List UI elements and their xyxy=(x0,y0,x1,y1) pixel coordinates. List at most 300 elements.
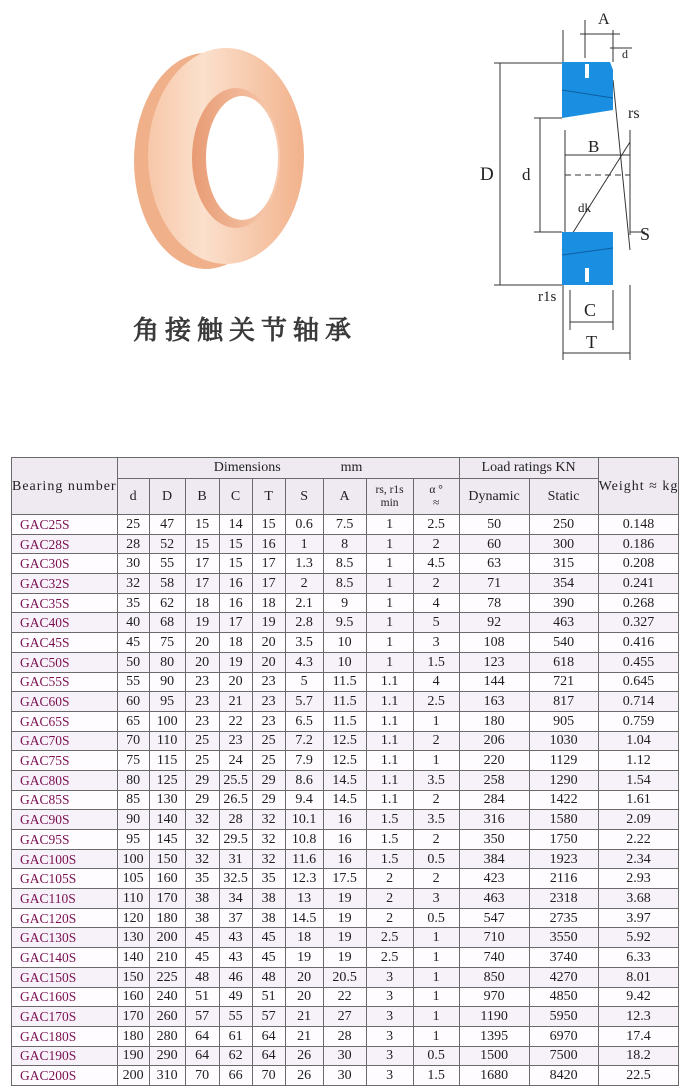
table-row xyxy=(12,889,679,909)
table-cell: 8.5 xyxy=(323,554,366,574)
table-cell: 8 xyxy=(323,534,366,554)
diagram-label-d-small: d xyxy=(622,47,628,61)
table-cell: 22 xyxy=(323,987,366,1007)
table-cell: 150 xyxy=(149,849,185,869)
table-cell: 47 xyxy=(149,515,185,535)
table-cell: 3550 xyxy=(529,928,598,948)
header-col-r-min: min xyxy=(380,496,399,509)
table-cell: 180 xyxy=(149,908,185,928)
table-cell: 78 xyxy=(459,593,529,613)
diagram-label-s: S xyxy=(640,224,651,244)
table-cell: 463 xyxy=(459,889,529,909)
table-cell: 10 xyxy=(323,652,366,672)
table-cell: 1422 xyxy=(529,790,598,810)
table-cell: 145 xyxy=(149,830,185,850)
table-cell: 3 xyxy=(366,1066,413,1086)
table-cell: 90 xyxy=(149,672,185,692)
table-row xyxy=(12,1026,679,1046)
table-cell: 57 xyxy=(252,1007,285,1027)
table-cell: 260 xyxy=(149,1007,185,1027)
table-body xyxy=(12,515,679,1086)
table-cell: 45 xyxy=(117,633,149,653)
table-cell: 20 xyxy=(285,967,323,987)
table-cell: 50 xyxy=(459,515,529,535)
header-col-r-label: rs, r1s xyxy=(375,483,404,496)
table-cell: 25 xyxy=(185,751,219,771)
header-col-t: T xyxy=(252,479,285,515)
table-cell: 710 xyxy=(459,928,529,948)
table-cell: 71 xyxy=(459,574,529,594)
table-cell: 315 xyxy=(529,554,598,574)
table-cell: 18 xyxy=(252,593,285,613)
table-cell: 0.5 xyxy=(413,908,459,928)
table-cell: 55 xyxy=(149,554,185,574)
table-cell: 6.33 xyxy=(598,948,679,968)
table-cell: 1.1 xyxy=(366,770,413,790)
table-cell: 70 xyxy=(117,731,149,751)
table-cell: 3 xyxy=(366,1026,413,1046)
table-cell: 1 xyxy=(366,534,413,554)
table-cell: 11.5 xyxy=(323,711,366,731)
table-cell: 43 xyxy=(219,948,252,968)
table-cell: 35 xyxy=(117,593,149,613)
table-cell: 46 xyxy=(219,967,252,987)
table-cell: 52 xyxy=(149,534,185,554)
table-cell: 35 xyxy=(252,869,285,889)
table-cell: 1.5 xyxy=(413,1066,459,1086)
table-cell: 2 xyxy=(366,889,413,909)
diagram-label-c: C xyxy=(584,300,597,320)
table-cell: 2.8 xyxy=(285,613,323,633)
table-cell: 6.5 xyxy=(285,711,323,731)
table-cell: 144 xyxy=(459,672,529,692)
table-cell: 26 xyxy=(285,1046,323,1066)
table-cell: 390 xyxy=(529,593,598,613)
table-cell: 16 xyxy=(323,849,366,869)
bearing-number-cell: GAC60S xyxy=(12,692,118,712)
table-row xyxy=(12,967,679,987)
table-cell: 38 xyxy=(185,908,219,928)
header-weight: Weight ≈ kg xyxy=(598,458,679,515)
header-col-big-d: D xyxy=(149,479,185,515)
table-cell: 160 xyxy=(149,869,185,889)
table-row xyxy=(12,731,679,751)
header-col-b: B xyxy=(185,479,219,515)
table-cell: 20 xyxy=(285,987,323,1007)
table-cell: 1 xyxy=(413,1026,459,1046)
table-cell: 8420 xyxy=(529,1066,598,1086)
table-cell: 80 xyxy=(149,652,185,672)
bearing-number-cell: GAC140S xyxy=(12,948,118,968)
table-cell: 0.416 xyxy=(598,633,679,653)
table-cell: 284 xyxy=(459,790,529,810)
table-cell: 14.5 xyxy=(323,790,366,810)
table-cell: 1.5 xyxy=(366,849,413,869)
table-cell: 7.5 xyxy=(323,515,366,535)
table-cell: 55 xyxy=(219,1007,252,1027)
table-cell: 2.5 xyxy=(413,692,459,712)
table-cell: 15 xyxy=(185,515,219,535)
table-cell: 22 xyxy=(219,711,252,731)
table-cell: 70 xyxy=(185,1066,219,1086)
table-cell: 180 xyxy=(459,711,529,731)
table-cell: 5.92 xyxy=(598,928,679,948)
diagram-label-r1s: r1s xyxy=(538,289,557,305)
table-cell: 19 xyxy=(252,613,285,633)
table-cell: 5.7 xyxy=(285,692,323,712)
table-cell: 49 xyxy=(219,987,252,1007)
table-cell: 15 xyxy=(219,534,252,554)
bearing-number-cell: GAC50S xyxy=(12,652,118,672)
table-cell: 12.3 xyxy=(285,869,323,889)
table-cell: 51 xyxy=(185,987,219,1007)
table-cell: 20 xyxy=(252,633,285,653)
table-cell: 100 xyxy=(117,849,149,869)
table-cell: 23 xyxy=(185,692,219,712)
table-cell: 8.01 xyxy=(598,967,679,987)
table-cell: 2.34 xyxy=(598,849,679,869)
table-cell: 1395 xyxy=(459,1026,529,1046)
table-cell: 11.6 xyxy=(285,849,323,869)
table-cell: 28 xyxy=(323,1026,366,1046)
diagram-label-a: A xyxy=(598,11,610,28)
table-cell: 280 xyxy=(149,1026,185,1046)
table-cell: 1 xyxy=(366,633,413,653)
table-cell: 3 xyxy=(413,633,459,653)
table-cell: 7500 xyxy=(529,1046,598,1066)
table-cell: 27 xyxy=(323,1007,366,1027)
table-cell: 1 xyxy=(366,652,413,672)
table-cell: 200 xyxy=(117,1066,149,1086)
bearing-number-cell: GAC110S xyxy=(12,889,118,909)
table-cell: 25 xyxy=(117,515,149,535)
table-cell: 45 xyxy=(185,948,219,968)
table-cell: 35 xyxy=(185,869,219,889)
table-cell: 38 xyxy=(252,908,285,928)
table-cell: 1.1 xyxy=(366,731,413,751)
table-cell: 19 xyxy=(323,948,366,968)
table-cell: 2.93 xyxy=(598,869,679,889)
table-cell: 0.645 xyxy=(598,672,679,692)
table-cell: 20 xyxy=(185,633,219,653)
table-cell: 0.268 xyxy=(598,593,679,613)
bearing-number-cell: GAC65S xyxy=(12,711,118,731)
table-cell: 190 xyxy=(117,1046,149,1066)
table-cell: 64 xyxy=(185,1026,219,1046)
table-cell: 1.1 xyxy=(366,751,413,771)
table-cell: 0.5 xyxy=(413,849,459,869)
table-cell: 9.5 xyxy=(323,613,366,633)
table-cell: 2318 xyxy=(529,889,598,909)
table-cell: 18 xyxy=(185,593,219,613)
table-cell: 25 xyxy=(252,751,285,771)
table-cell: 20 xyxy=(185,652,219,672)
table-cell: 115 xyxy=(149,751,185,771)
table-cell: 9.4 xyxy=(285,790,323,810)
table-cell: 1500 xyxy=(459,1046,529,1066)
table-cell: 95 xyxy=(117,830,149,850)
table-cell: 17 xyxy=(185,574,219,594)
table-cell: 0.759 xyxy=(598,711,679,731)
table-cell: 10.8 xyxy=(285,830,323,850)
table-cell: 34 xyxy=(219,889,252,909)
table-cell: 1 xyxy=(413,751,459,771)
table-cell: 19 xyxy=(323,889,366,909)
table-cell: 0.148 xyxy=(598,515,679,535)
table-cell: 50 xyxy=(117,652,149,672)
table-cell: 3.5 xyxy=(285,633,323,653)
table-cell: 2 xyxy=(413,869,459,889)
table-cell: 2.09 xyxy=(598,810,679,830)
table-cell: 1.1 xyxy=(366,711,413,731)
table-cell: 62 xyxy=(219,1046,252,1066)
table-cell: 17 xyxy=(219,613,252,633)
table-cell: 350 xyxy=(459,830,529,850)
table-cell: 23 xyxy=(252,692,285,712)
table-cell: 55 xyxy=(117,672,149,692)
table-row xyxy=(12,928,679,948)
bearing-specification-table xyxy=(11,457,679,1086)
table-cell: 14.5 xyxy=(323,770,366,790)
table-cell: 95 xyxy=(149,692,185,712)
table-cell: 220 xyxy=(459,751,529,771)
header-load-ratings: Load ratings KN xyxy=(459,458,598,479)
header-col-dynamic: Dynamic xyxy=(459,479,529,515)
table-cell: 250 xyxy=(529,515,598,535)
table-cell: 3 xyxy=(366,1007,413,1027)
header-col-alpha-label: α ° xyxy=(429,483,443,496)
table-row xyxy=(12,593,679,613)
table-cell: 29 xyxy=(252,770,285,790)
table-cell: 240 xyxy=(149,987,185,1007)
table-cell: 1 xyxy=(413,948,459,968)
table-cell: 17.4 xyxy=(598,1026,679,1046)
table-cell: 150 xyxy=(117,967,149,987)
table-cell: 21 xyxy=(285,1007,323,1027)
table-cell: 1.54 xyxy=(598,770,679,790)
table-cell: 15 xyxy=(219,554,252,574)
table-cell: 316 xyxy=(459,810,529,830)
table-cell: 3 xyxy=(366,967,413,987)
table-cell: 384 xyxy=(459,849,529,869)
table-cell: 30 xyxy=(323,1046,366,1066)
table-cell: 1.04 xyxy=(598,731,679,751)
table-cell: 310 xyxy=(149,1066,185,1086)
table-cell: 17.5 xyxy=(323,869,366,889)
table-row xyxy=(12,849,679,869)
bearing-number-cell: GAC30S xyxy=(12,554,118,574)
bearing-number-cell: GAC35S xyxy=(12,593,118,613)
table-cell: 29 xyxy=(185,790,219,810)
table-cell: 19 xyxy=(323,928,366,948)
table-cell: 19 xyxy=(285,948,323,968)
table-cell: 3 xyxy=(366,987,413,1007)
table-cell: 32 xyxy=(185,810,219,830)
bearing-number-cell: GAC80S xyxy=(12,770,118,790)
table-cell: 120 xyxy=(117,908,149,928)
table-cell: 85 xyxy=(117,790,149,810)
table-cell: 1 xyxy=(413,1007,459,1027)
table-cell: 16 xyxy=(323,830,366,850)
table-row xyxy=(12,790,679,810)
table-cell: 4 xyxy=(413,672,459,692)
table-cell: 3.5 xyxy=(413,770,459,790)
table-row xyxy=(12,1066,679,1086)
table-cell: 18 xyxy=(285,928,323,948)
table-cell: 1 xyxy=(413,928,459,948)
table-row xyxy=(12,770,679,790)
bearing-number-cell: GAC95S xyxy=(12,830,118,850)
table-cell: 37 xyxy=(219,908,252,928)
table-cell: 1 xyxy=(413,711,459,731)
table-cell: 28 xyxy=(219,810,252,830)
table-cell: 2 xyxy=(285,574,323,594)
header-col-d: d xyxy=(117,479,149,515)
table-cell: 200 xyxy=(149,928,185,948)
table-cell: 1.1 xyxy=(366,692,413,712)
bearing-number-cell: GAC45S xyxy=(12,633,118,653)
bearing-number-cell: GAC160S xyxy=(12,987,118,1007)
table-cell: 18.2 xyxy=(598,1046,679,1066)
table-cell: 64 xyxy=(252,1046,285,1066)
table-cell: 110 xyxy=(117,889,149,909)
table-cell: 0.714 xyxy=(598,692,679,712)
table-row xyxy=(12,830,679,850)
table-cell: 2 xyxy=(413,731,459,751)
header-bearing-number: Bearing number xyxy=(12,458,118,515)
table-cell: 43 xyxy=(219,928,252,948)
table-cell: 65 xyxy=(117,711,149,731)
table-cell: 3 xyxy=(366,1046,413,1066)
table-cell: 26.5 xyxy=(219,790,252,810)
table-cell: 22.5 xyxy=(598,1066,679,1086)
table-cell: 8.6 xyxy=(285,770,323,790)
table-row xyxy=(12,613,679,633)
table-cell: 23 xyxy=(219,731,252,751)
table-cell: 2 xyxy=(413,574,459,594)
table-cell: 1 xyxy=(366,613,413,633)
table-cell: 25 xyxy=(185,731,219,751)
table-row xyxy=(12,534,679,554)
header-col-alpha-approx: ≈ xyxy=(432,496,440,509)
product-caption: 角接触关节轴承 xyxy=(133,316,358,346)
table-cell: 2.5 xyxy=(366,948,413,968)
table-cell: 29.5 xyxy=(219,830,252,850)
table-cell: 61 xyxy=(219,1026,252,1046)
table-cell: 21 xyxy=(219,692,252,712)
table-cell: 32 xyxy=(252,849,285,869)
table-cell: 17 xyxy=(252,574,285,594)
table-cell: 7.9 xyxy=(285,751,323,771)
table-cell: 60 xyxy=(459,534,529,554)
bearing-number-cell: GAC70S xyxy=(12,731,118,751)
table-cell: 618 xyxy=(529,652,598,672)
table-cell: 2116 xyxy=(529,869,598,889)
table-row xyxy=(12,869,679,889)
table-cell: 130 xyxy=(117,928,149,948)
table-cell: 300 xyxy=(529,534,598,554)
table-cell: 64 xyxy=(185,1046,219,1066)
table-row xyxy=(12,948,679,968)
table-cell: 5950 xyxy=(529,1007,598,1027)
table-cell: 12.5 xyxy=(323,731,366,751)
bearing-number-cell: GAC25S xyxy=(12,515,118,535)
table-cell: 210 xyxy=(149,948,185,968)
table-cell: 170 xyxy=(117,1007,149,1027)
table-cell: 160 xyxy=(117,987,149,1007)
table-cell: 75 xyxy=(117,751,149,771)
table-row xyxy=(12,1007,679,1027)
table-cell: 125 xyxy=(149,770,185,790)
table-cell: 15 xyxy=(252,515,285,535)
table-cell: 1190 xyxy=(459,1007,529,1027)
table-cell: 11.5 xyxy=(323,672,366,692)
table-cell: 16 xyxy=(323,810,366,830)
table-cell: 92 xyxy=(459,613,529,633)
table-cell: 3.5 xyxy=(413,810,459,830)
diagram-label-big-d: D xyxy=(480,164,494,185)
table-cell: 5 xyxy=(285,672,323,692)
table-cell: 28 xyxy=(117,534,149,554)
table-cell: 16 xyxy=(219,593,252,613)
table-cell: 26 xyxy=(285,1066,323,1086)
table-cell: 7.2 xyxy=(285,731,323,751)
table-cell: 19 xyxy=(185,613,219,633)
table-cell: 3.68 xyxy=(598,889,679,909)
table-row xyxy=(12,652,679,672)
table-cell: 30 xyxy=(323,1066,366,1086)
table-cell: 423 xyxy=(459,869,529,889)
table-cell: 1.1 xyxy=(366,672,413,692)
table-cell: 1.5 xyxy=(366,830,413,850)
header-col-s: S xyxy=(285,479,323,515)
table-cell: 45 xyxy=(252,928,285,948)
table-cell: 163 xyxy=(459,692,529,712)
table-cell: 23 xyxy=(185,711,219,731)
table-cell: 463 xyxy=(529,613,598,633)
table-cell: 100 xyxy=(149,711,185,731)
table-cell: 2.5 xyxy=(413,515,459,535)
table-cell: 170 xyxy=(149,889,185,909)
table-cell: 2.5 xyxy=(366,928,413,948)
table-cell: 0.327 xyxy=(598,613,679,633)
table-cell: 3.97 xyxy=(598,908,679,928)
table-cell: 2 xyxy=(413,830,459,850)
table-cell: 8.5 xyxy=(323,574,366,594)
table-cell: 140 xyxy=(149,810,185,830)
table-cell: 12.5 xyxy=(323,751,366,771)
bearing-number-cell: GAC170S xyxy=(12,1007,118,1027)
table-cell: 108 xyxy=(459,633,529,653)
table-cell: 225 xyxy=(149,967,185,987)
table-cell: 0.5 xyxy=(413,1046,459,1066)
table-cell: 0.241 xyxy=(598,574,679,594)
table-cell: 1 xyxy=(366,574,413,594)
table-cell: 110 xyxy=(149,731,185,751)
table-cell: 32 xyxy=(185,849,219,869)
table-cell: 57 xyxy=(185,1007,219,1027)
table-cell: 5 xyxy=(413,613,459,633)
table-cell: 17 xyxy=(252,554,285,574)
table-cell: 16 xyxy=(219,574,252,594)
table-cell: 51 xyxy=(252,987,285,1007)
table-cell: 32 xyxy=(252,810,285,830)
table-cell: 32 xyxy=(252,830,285,850)
table-cell: 24 xyxy=(219,751,252,771)
table-cell: 4.5 xyxy=(413,554,459,574)
table-cell: 1 xyxy=(413,967,459,987)
table-cell: 0.455 xyxy=(598,652,679,672)
